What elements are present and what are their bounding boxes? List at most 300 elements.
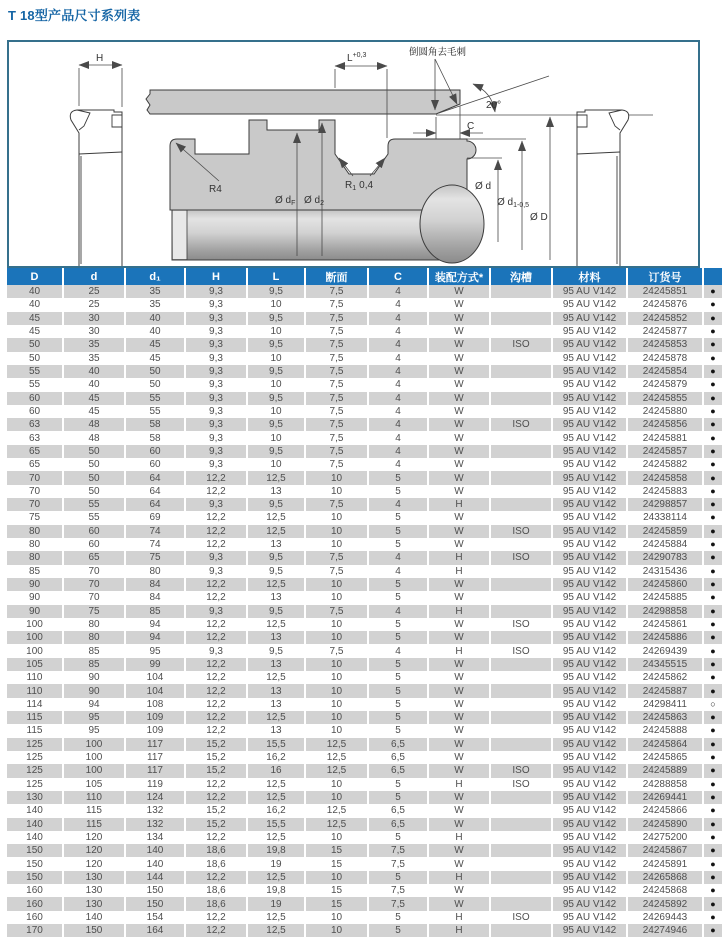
col-L-cell: 9,5 [247, 312, 305, 325]
col-material-cell: 95 AU V142 [552, 644, 627, 657]
col-d-cell: 80 [63, 618, 125, 631]
col-d1-cell: 74 [125, 525, 185, 538]
col-section-cell: 10 [305, 511, 368, 524]
col-d1-cell: 94 [125, 631, 185, 644]
col-d-cell: 50 [63, 471, 125, 484]
col-L-cell: 12,5 [247, 924, 305, 937]
col-d1-cell: 140 [125, 857, 185, 870]
col-H-cell: 9,3 [185, 418, 247, 431]
col-availability-cell: ● [703, 804, 722, 817]
col-order-no-cell: 24269443 [627, 911, 703, 924]
column-header-order-no: 订货号 [627, 268, 703, 285]
col-C-cell: 4 [368, 378, 428, 391]
col-C-cell: 5 [368, 578, 428, 591]
col-groove-cell [490, 471, 552, 484]
col-assembly-cell: W [428, 485, 490, 498]
col-material-cell: 95 AU V142 [552, 724, 627, 737]
col-assembly-cell: W [428, 471, 490, 484]
col-order-no-cell: 24245888 [627, 724, 703, 737]
col-order-no-cell: 24245853 [627, 338, 703, 351]
col-assembly-cell: W [428, 698, 490, 711]
col-material-cell: 95 AU V142 [552, 511, 627, 524]
col-d-cell: 30 [63, 312, 125, 325]
col-D-cell: 125 [7, 778, 63, 791]
table-row [7, 618, 722, 631]
col-C-cell: 6,5 [368, 738, 428, 751]
col-H-cell: 9,3 [185, 312, 247, 325]
col-D-cell: 125 [7, 738, 63, 751]
col-D-cell: 100 [7, 644, 63, 657]
col-assembly-cell: W [428, 405, 490, 418]
col-section-cell: 10 [305, 791, 368, 804]
col-d1-cell: 132 [125, 804, 185, 817]
col-groove-cell [490, 897, 552, 910]
col-material-cell: 95 AU V142 [552, 684, 627, 697]
col-material-cell: 95 AU V142 [552, 658, 627, 671]
col-groove-cell [490, 804, 552, 817]
col-material-cell: 95 AU V142 [552, 591, 627, 604]
col-d1-cell: 95 [125, 644, 185, 657]
col-groove-cell [490, 738, 552, 751]
col-C-cell: 4 [368, 644, 428, 657]
col-section-cell: 10 [305, 698, 368, 711]
col-d1-cell: 60 [125, 445, 185, 458]
col-assembly-cell: W [428, 511, 490, 524]
col-D-cell: 160 [7, 911, 63, 924]
col-groove-cell [490, 458, 552, 471]
col-order-no-cell: 24245880 [627, 405, 703, 418]
col-D-cell: 125 [7, 751, 63, 764]
col-d-cell: 70 [63, 591, 125, 604]
table-row [7, 698, 722, 711]
col-availability-cell: ● [703, 831, 722, 844]
column-header-d1: d₁ [125, 268, 185, 285]
table-row [7, 312, 722, 325]
col-assembly-cell: W [428, 724, 490, 737]
col-L-cell: 16,2 [247, 804, 305, 817]
col-D-cell: 45 [7, 325, 63, 338]
col-material-cell: 95 AU V142 [552, 791, 627, 804]
col-order-no-cell: 24245879 [627, 378, 703, 391]
table-row [7, 884, 722, 897]
table-row [7, 445, 722, 458]
col-H-cell: 9,3 [185, 644, 247, 657]
col-d-cell: 50 [63, 458, 125, 471]
col-groove-cell: ISO [490, 551, 552, 564]
col-D-cell: 80 [7, 525, 63, 538]
col-C-cell: 5 [368, 831, 428, 844]
col-C-cell: 5 [368, 591, 428, 604]
col-d-cell: 60 [63, 525, 125, 538]
col-assembly-cell: H [428, 644, 490, 657]
col-assembly-cell: W [428, 418, 490, 431]
col-assembly-cell: W [428, 751, 490, 764]
col-d1-cell: 80 [125, 565, 185, 578]
col-assembly-cell: W [428, 325, 490, 338]
col-section-cell: 7,5 [305, 338, 368, 351]
table-row [7, 818, 722, 831]
col-order-no-cell: 24245892 [627, 897, 703, 910]
col-material-cell: 95 AU V142 [552, 738, 627, 751]
col-C-cell: 5 [368, 631, 428, 644]
col-material-cell: 95 AU V142 [552, 911, 627, 924]
col-d1-cell: 119 [125, 778, 185, 791]
col-section-cell: 7,5 [305, 418, 368, 431]
col-H-cell: 12,2 [185, 591, 247, 604]
col-section-cell: 10 [305, 631, 368, 644]
table-row [7, 578, 722, 591]
col-assembly-cell: W [428, 298, 490, 311]
col-section-cell: 7,5 [305, 565, 368, 578]
col-availability-cell: ● [703, 338, 722, 351]
col-C-cell: 4 [368, 431, 428, 444]
col-L-cell: 9,5 [247, 605, 305, 618]
col-H-cell: 12,2 [185, 684, 247, 697]
table-row [7, 551, 722, 564]
col-section-cell: 10 [305, 831, 368, 844]
col-assembly-cell: W [428, 791, 490, 804]
col-L-cell: 9,5 [247, 338, 305, 351]
col-assembly-cell: W [428, 897, 490, 910]
col-C-cell: 7,5 [368, 884, 428, 897]
col-C-cell: 5 [368, 698, 428, 711]
col-order-no-cell: 24245857 [627, 445, 703, 458]
col-groove-cell: ISO [490, 911, 552, 924]
col-groove-cell [490, 392, 552, 405]
col-L-cell: 13 [247, 658, 305, 671]
col-D-cell: 80 [7, 538, 63, 551]
col-D-cell: 75 [7, 511, 63, 524]
col-C-cell: 5 [368, 525, 428, 538]
col-assembly-cell: W [428, 538, 490, 551]
table-row [7, 831, 722, 844]
size-table-body [7, 285, 722, 937]
col-material-cell: 95 AU V142 [552, 352, 627, 365]
col-assembly-cell: H [428, 565, 490, 578]
col-section-cell: 7,5 [305, 378, 368, 391]
col-section-cell: 12,5 [305, 738, 368, 751]
col-C-cell: 5 [368, 485, 428, 498]
table-row [7, 605, 722, 618]
col-assembly-cell: H [428, 924, 490, 937]
col-L-cell: 12,5 [247, 911, 305, 924]
col-d-cell: 115 [63, 804, 125, 817]
col-d-cell: 50 [63, 445, 125, 458]
col-order-no-cell: 24345515 [627, 658, 703, 671]
col-section-cell: 12,5 [305, 804, 368, 817]
col-d1-cell: 117 [125, 738, 185, 751]
col-groove-cell [490, 485, 552, 498]
col-section-cell: 15 [305, 897, 368, 910]
col-order-no-cell: 24245856 [627, 418, 703, 431]
col-D-cell: 63 [7, 431, 63, 444]
col-H-cell: 9,3 [185, 352, 247, 365]
col-d-cell: 95 [63, 711, 125, 724]
table-row [7, 844, 722, 857]
col-C-cell: 5 [368, 791, 428, 804]
col-assembly-cell: H [428, 551, 490, 564]
col-groove-cell: ISO [490, 338, 552, 351]
col-d-cell: 48 [63, 431, 125, 444]
col-material-cell: 95 AU V142 [552, 698, 627, 711]
col-C-cell: 7,5 [368, 897, 428, 910]
col-D-cell: 45 [7, 312, 63, 325]
col-section-cell: 7,5 [305, 644, 368, 657]
col-groove-cell [490, 285, 552, 298]
col-material-cell: 95 AU V142 [552, 871, 627, 884]
col-L-cell: 10 [247, 352, 305, 365]
col-material-cell: 95 AU V142 [552, 312, 627, 325]
table-row [7, 525, 722, 538]
col-d1-cell: 104 [125, 684, 185, 697]
col-section-cell: 7,5 [305, 605, 368, 618]
col-C-cell: 4 [368, 445, 428, 458]
col-section-cell: 7,5 [305, 431, 368, 444]
col-L-cell: 12,5 [247, 671, 305, 684]
technical-drawing-panel [7, 40, 700, 268]
col-order-no-cell: 24245858 [627, 471, 703, 484]
col-H-cell: 12,2 [185, 924, 247, 937]
col-d-cell: 100 [63, 764, 125, 777]
col-C-cell: 4 [368, 418, 428, 431]
col-availability-cell: ● [703, 525, 722, 538]
col-assembly-cell: W [428, 312, 490, 325]
right-seal-profile [577, 110, 629, 266]
col-d1-cell: 108 [125, 698, 185, 711]
col-order-no-cell: 24265868 [627, 871, 703, 884]
col-assembly-cell: W [428, 671, 490, 684]
col-availability-cell: ● [703, 897, 722, 910]
table-row [7, 565, 722, 578]
col-availability-cell: ● [703, 671, 722, 684]
col-H-cell: 18,6 [185, 897, 247, 910]
table-row [7, 778, 722, 791]
col-H-cell: 12,2 [185, 724, 247, 737]
col-order-no-cell: 24274946 [627, 924, 703, 937]
col-material-cell: 95 AU V142 [552, 431, 627, 444]
table-row [7, 392, 722, 405]
col-d1-cell: 64 [125, 498, 185, 511]
col-section-cell: 7,5 [305, 405, 368, 418]
col-section-cell: 10 [305, 618, 368, 631]
col-material-cell: 95 AU V142 [552, 298, 627, 311]
col-C-cell: 5 [368, 618, 428, 631]
col-D-cell: 40 [7, 285, 63, 298]
col-section-cell: 12,5 [305, 764, 368, 777]
col-assembly-cell: W [428, 738, 490, 751]
col-H-cell: 12,2 [185, 538, 247, 551]
col-assembly-cell: H [428, 871, 490, 884]
col-section-cell: 10 [305, 485, 368, 498]
col-material-cell: 95 AU V142 [552, 565, 627, 578]
col-H-cell: 9,3 [185, 325, 247, 338]
col-groove-cell [490, 724, 552, 737]
col-availability-cell: ● [703, 511, 722, 524]
col-C-cell: 5 [368, 511, 428, 524]
col-d-cell: 30 [63, 325, 125, 338]
col-availability-cell: ● [703, 791, 722, 804]
col-L-cell: 12,5 [247, 711, 305, 724]
col-material-cell: 95 AU V142 [552, 778, 627, 791]
column-header-groove: 沟槽 [490, 268, 552, 285]
col-H-cell: 9,3 [185, 445, 247, 458]
col-assembly-cell: H [428, 605, 490, 618]
col-groove-cell [490, 498, 552, 511]
col-d-cell: 95 [63, 724, 125, 737]
col-d-cell: 130 [63, 897, 125, 910]
col-d1-cell: 117 [125, 751, 185, 764]
col-availability-cell: ● [703, 818, 722, 831]
col-order-no-cell: 24245865 [627, 751, 703, 764]
col-availability-cell: ● [703, 591, 722, 604]
col-C-cell: 4 [368, 565, 428, 578]
col-order-no-cell: 24245866 [627, 804, 703, 817]
col-groove-cell [490, 818, 552, 831]
column-header-C: C [368, 268, 428, 285]
col-H-cell: 9,3 [185, 431, 247, 444]
col-order-no-cell: 24245887 [627, 684, 703, 697]
col-C-cell: 6,5 [368, 818, 428, 831]
col-L-cell: 9,5 [247, 365, 305, 378]
h-dimension [79, 53, 122, 107]
col-H-cell: 12,2 [185, 525, 247, 538]
col-material-cell: 95 AU V142 [552, 325, 627, 338]
col-assembly-cell: H [428, 778, 490, 791]
col-H-cell: 12,2 [185, 631, 247, 644]
col-order-no-cell: 24245889 [627, 764, 703, 777]
col-d1-cell: 50 [125, 365, 185, 378]
col-d-cell: 55 [63, 511, 125, 524]
col-D-cell: 65 [7, 458, 63, 471]
col-groove-cell [490, 365, 552, 378]
col-L-cell: 10 [247, 378, 305, 391]
col-material-cell: 95 AU V142 [552, 818, 627, 831]
col-C-cell: 4 [368, 298, 428, 311]
col-D-cell: 40 [7, 298, 63, 311]
col-availability-cell: ● [703, 884, 722, 897]
col-D-cell: 105 [7, 658, 63, 671]
table-row [7, 485, 722, 498]
col-C-cell: 5 [368, 471, 428, 484]
table-row [7, 871, 722, 884]
table-row [7, 684, 722, 697]
d2-label: Ø $d_2$ [304, 195, 325, 207]
col-D-cell: 150 [7, 844, 63, 857]
col-C-cell: 5 [368, 924, 428, 937]
col-groove-cell: ISO [490, 778, 552, 791]
h-dimension-label: H [96, 53, 104, 64]
col-material-cell: 95 AU V142 [552, 392, 627, 405]
col-D-cell: 90 [7, 605, 63, 618]
col-C-cell: 4 [368, 365, 428, 378]
col-L-cell: 10 [247, 298, 305, 311]
col-assembly-cell: W [428, 684, 490, 697]
col-availability-cell: ● [703, 684, 722, 697]
col-d-cell: 70 [63, 565, 125, 578]
col-d-cell: 50 [63, 485, 125, 498]
col-d-cell: 25 [63, 285, 125, 298]
col-d-cell: 130 [63, 884, 125, 897]
col-L-cell: 19,8 [247, 884, 305, 897]
col-assembly-cell: W [428, 711, 490, 724]
col-d1-cell: 134 [125, 831, 185, 844]
col-H-cell: 18,6 [185, 857, 247, 870]
col-C-cell: 6,5 [368, 764, 428, 777]
col-L-cell: 15,5 [247, 738, 305, 751]
col-d-cell: 45 [63, 405, 125, 418]
col-L-cell: 13 [247, 698, 305, 711]
col-H-cell: 9,3 [185, 392, 247, 405]
col-availability-cell: ● [703, 618, 722, 631]
col-groove-cell [490, 565, 552, 578]
col-L-cell: 12,5 [247, 831, 305, 844]
col-d-cell: 94 [63, 698, 125, 711]
col-groove-cell [490, 751, 552, 764]
col-groove-cell [490, 445, 552, 458]
col-order-no-cell: 24315436 [627, 565, 703, 578]
col-D-cell: 55 [7, 378, 63, 391]
col-section-cell: 15 [305, 844, 368, 857]
table-row [7, 644, 722, 657]
col-H-cell: 9,3 [185, 605, 247, 618]
col-availability-cell: ● [703, 844, 722, 857]
col-material-cell: 95 AU V142 [552, 418, 627, 431]
col-availability-cell: ● [703, 565, 722, 578]
col-C-cell: 5 [368, 658, 428, 671]
col-L-cell: 12,5 [247, 778, 305, 791]
col-section-cell: 7,5 [305, 445, 368, 458]
d1-label: Ø $d_{1-0,5}$ [497, 197, 530, 209]
col-H-cell: 12,2 [185, 698, 247, 711]
col-d-cell: 65 [63, 551, 125, 564]
col-d-cell: 100 [63, 738, 125, 751]
col-d-cell: 140 [63, 911, 125, 924]
table-row [7, 405, 722, 418]
col-d-cell: 105 [63, 778, 125, 791]
col-d1-cell: 144 [125, 871, 185, 884]
col-order-no-cell: 24245852 [627, 312, 703, 325]
col-C-cell: 4 [368, 498, 428, 511]
col-order-no-cell: 24245877 [627, 325, 703, 338]
col-d1-cell: 35 [125, 285, 185, 298]
column-header-availability [703, 268, 722, 285]
col-assembly-cell: W [428, 352, 490, 365]
col-order-no-cell: 24245884 [627, 538, 703, 551]
col-L-cell: 16 [247, 764, 305, 777]
col-material-cell: 95 AU V142 [552, 764, 627, 777]
col-H-cell: 12,2 [185, 671, 247, 684]
col-section-cell: 7,5 [305, 551, 368, 564]
table-row [7, 498, 722, 511]
column-header-D: D [7, 268, 63, 285]
col-section-cell: 7,5 [305, 392, 368, 405]
col-D-cell: 100 [7, 618, 63, 631]
col-availability-cell: ● [703, 644, 722, 657]
col-H-cell: 12,2 [185, 658, 247, 671]
col-order-no-cell: 24338114 [627, 511, 703, 524]
col-C-cell: 5 [368, 778, 428, 791]
col-L-cell: 9,5 [247, 285, 305, 298]
col-L-cell: 16,2 [247, 751, 305, 764]
col-availability-cell: ● [703, 312, 722, 325]
table-row [7, 365, 722, 378]
col-assembly-cell: W [428, 525, 490, 538]
col-order-no-cell: 24245867 [627, 844, 703, 857]
table-row [7, 764, 722, 777]
col-d-cell: 110 [63, 791, 125, 804]
col-D-cell: 130 [7, 791, 63, 804]
col-L-cell: 9,5 [247, 498, 305, 511]
